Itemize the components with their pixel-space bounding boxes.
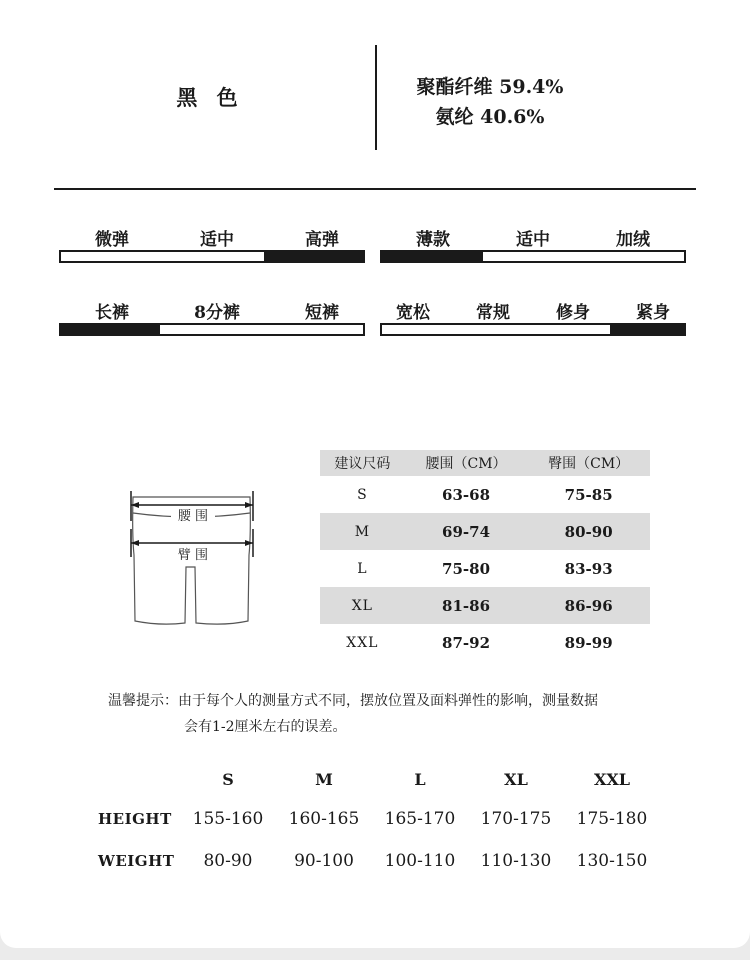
hw-size-header: L [414, 769, 426, 789]
note-line-2: 会有1-2厘米左右的误差。 [184, 719, 347, 735]
hw-height-row [90, 798, 660, 840]
size-cell: XL [320, 587, 405, 624]
hip-cell: 80-90 [527, 513, 650, 550]
hip-cell: 86-96 [527, 587, 650, 624]
shorts-measurement-diagram [125, 485, 265, 634]
hw-size-header: S [222, 769, 234, 789]
weight-cell: 80-90 [203, 851, 253, 871]
fit-label-tight: 紧身 [636, 303, 670, 323]
table-row [320, 476, 650, 513]
hip-cell: 75-85 [564, 485, 613, 504]
height-cell: 155-160 [192, 809, 264, 829]
weight-cell: 130-150 [576, 851, 648, 871]
hw-size-header: M [315, 769, 333, 789]
fit-label-slim: 修身 [556, 303, 590, 323]
fit-bar-fill [610, 325, 684, 334]
header-waist: 腰围（CM） [405, 450, 528, 476]
thickness-bar [380, 250, 686, 263]
thickness-bar-fill [382, 252, 483, 261]
length-bar-fill [61, 325, 160, 334]
elasticity-scale-labels [72, 225, 362, 250]
length-label-cropped: 8分裤 [194, 303, 240, 323]
table-row [320, 587, 650, 624]
length-scale-labels [72, 298, 362, 323]
length-bar [59, 323, 365, 336]
elasticity-bar [59, 250, 365, 263]
thickness-label-mid: 适中 [516, 230, 550, 250]
thickness-label-fleece: 加绒 [616, 230, 650, 250]
weight-row-label: WEIGHT [98, 852, 175, 870]
height-row-label: HEIGHT [98, 810, 172, 828]
shorts-outline-icon [125, 485, 265, 630]
hip-cell: 83-93 [564, 559, 613, 578]
hw-header-row [90, 760, 660, 798]
waist-cell: 87-92 [442, 633, 491, 652]
table-row [320, 513, 650, 550]
fit-label-loose: 宽松 [396, 303, 430, 323]
elasticity-label-low: 微弹 [95, 230, 129, 250]
waist-cell: 63-68 [442, 485, 491, 504]
height-cell: 170-175 [480, 809, 552, 829]
vertical-divider [375, 45, 377, 150]
size-cell: XXL [346, 634, 379, 651]
size-table [320, 450, 650, 661]
horizontal-divider [54, 188, 696, 190]
hip-cell: 89-99 [564, 633, 613, 652]
thickness-label-thin: 薄款 [416, 230, 450, 250]
hw-weight-row [90, 840, 660, 882]
thickness-scale-labels [393, 225, 673, 250]
fabric-composition [395, 72, 585, 132]
height-weight-table [90, 760, 660, 882]
weight-cell: 110-130 [480, 851, 552, 871]
size-cell: S [357, 486, 368, 503]
waist-cell: 69-74 [405, 513, 528, 550]
size-table-header [320, 450, 650, 476]
elasticity-label-mid: 适中 [200, 230, 234, 250]
measurement-note [108, 688, 598, 740]
size-cell: M [320, 513, 405, 550]
fabric-line-2: 氨纶 40.6% [435, 106, 545, 128]
note-line-1: 温馨提示：由于每个人的测量方式不同，摆放位置及面料弹性的影响，测量数据 [108, 693, 598, 709]
waist-cell: 81-86 [405, 587, 528, 624]
header-hip: 臀围（CM） [527, 450, 650, 476]
table-row [320, 550, 650, 587]
waist-cell: 75-80 [442, 559, 491, 578]
fit-label-regular: 常规 [476, 303, 510, 323]
weight-cell: 100-110 [384, 851, 456, 871]
height-cell: 160-165 [288, 809, 360, 829]
header-size: 建议尺码 [320, 450, 405, 476]
hw-size-header: XL [504, 769, 528, 789]
hw-size-header: XXL [593, 769, 631, 789]
size-cell: L [357, 560, 368, 577]
length-label-short: 短裤 [305, 303, 339, 323]
elasticity-label-high: 高弹 [305, 230, 339, 250]
table-row [320, 624, 650, 661]
height-cell: 175-180 [576, 809, 648, 829]
elasticity-bar-fill [264, 252, 363, 261]
fit-bar [380, 323, 686, 336]
hip-label: 臂 围 [177, 548, 209, 563]
hw-corner [90, 760, 180, 798]
weight-cell: 90-100 [294, 851, 354, 871]
fabric-line-1: 聚酯纤维 59.4% [416, 76, 564, 98]
fit-scale-labels [378, 298, 688, 323]
color-name: 黑 色 [176, 85, 244, 110]
waist-label: 腰 围 [177, 509, 209, 524]
length-label-long: 长裤 [95, 303, 129, 323]
height-cell: 165-170 [384, 809, 456, 829]
